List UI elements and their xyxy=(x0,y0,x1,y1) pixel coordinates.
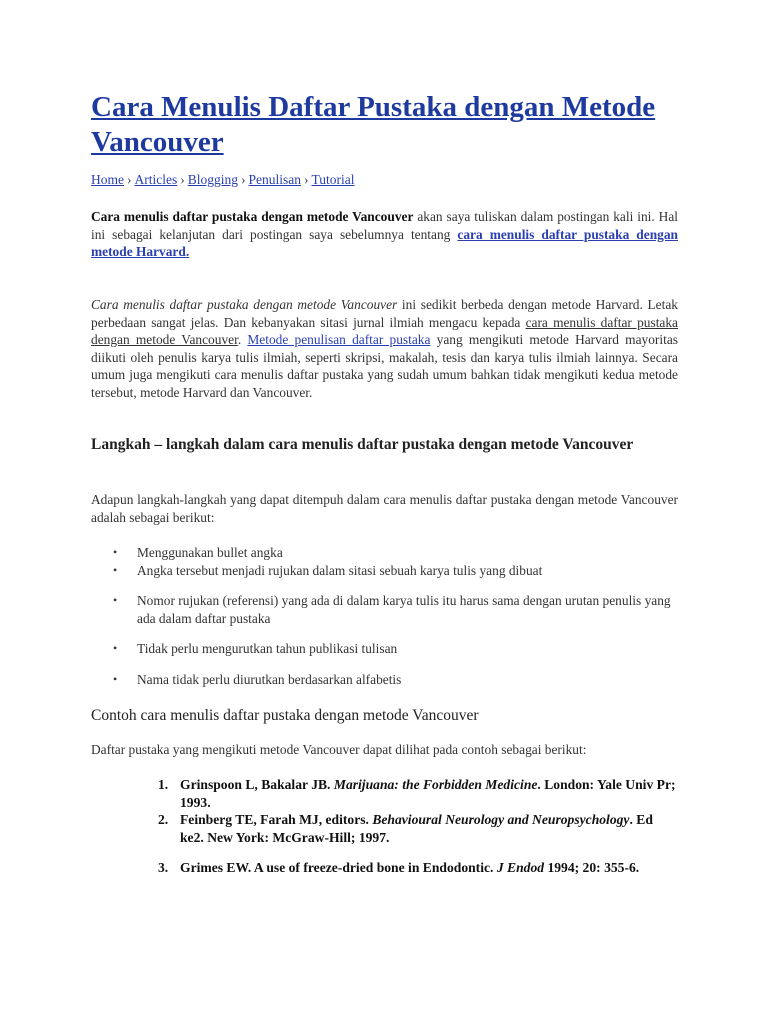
list-item xyxy=(91,562,678,580)
bullet-icon: • xyxy=(113,671,118,686)
list-item xyxy=(91,640,678,658)
breadcrumb-separator: › xyxy=(241,172,246,187)
intro-text: akan saya tuliskan dalam postingan kali ini. Hal ini sebagai kelanjutan dari postingan saya sebelumnya tentang xyxy=(91,209,678,242)
page-title-text[interactable]: Cara Menulis Daftar Pustaka dengan Metode Vancouver xyxy=(91,91,656,158)
reference-authors: Grimes EW. A use of freeze-dried bone in Endodontic. xyxy=(180,860,497,876)
bullet-icon: • xyxy=(113,545,118,559)
list-item xyxy=(91,592,678,627)
vancouver-underlined-text: cara menulis daftar pustaka dengan metode Vancouver xyxy=(91,314,678,348)
page-title[interactable] xyxy=(91,90,691,160)
section-heading-contoh: Contoh cara menulis daftar pustaka dengan metode Vancouver xyxy=(91,707,479,724)
breadcrumb xyxy=(91,172,355,188)
breadcrumb-separator: › xyxy=(180,172,185,187)
para2-text-3: yang mengikuti metode Harvard mayoritas diikuti oleh penulis karya tulis ilmiah, seperti skripsi, makalah, tesis dan karya tulis ilmiah lainnya. Secara umum juga mengikuti cara menulis daftar pustaka yang sudah umum bahkan tidak mengikuti kedua metode tersebut, metode Harvard dan Vancouver. xyxy=(91,332,678,400)
reference-item xyxy=(91,859,678,877)
reference-number: 2. xyxy=(158,812,169,828)
reference-authors: Grinspoon L, Bakalar JB. xyxy=(180,777,334,792)
reference-title: Marijuana: the Forbidden Medicine xyxy=(333,777,538,792)
breadcrumb-penulisan[interactable]: Penulisan xyxy=(248,172,302,187)
harvard-link[interactable]: cara menulis daftar pustaka dengan metode Harvard. xyxy=(91,226,678,260)
reference-publisher: 1994; 20: 355-6. xyxy=(544,860,640,876)
reference-number: 3. xyxy=(158,860,169,876)
intro-bold-lead: Cara menulis daftar pustaka dengan metode Vancouver xyxy=(91,209,414,224)
breadcrumb-tutorial[interactable]: Tutorial xyxy=(311,172,355,187)
section-heading-langkah: Langkah – langkah dalam cara menulis daftar pustaka dengan metode Vancouver xyxy=(91,436,634,453)
breadcrumb-separator: › xyxy=(127,172,132,187)
list-item-text: Menggunakan bullet angka xyxy=(137,545,283,560)
reference-authors: Feinberg TE, Farah MJ, editors. xyxy=(180,812,373,828)
para2-text-2: . xyxy=(237,332,248,348)
steps-list xyxy=(91,544,678,689)
reference-item xyxy=(91,811,678,846)
reference-title: Behavioural Neurology and Neuropsychology xyxy=(372,812,630,828)
bullet-icon: • xyxy=(113,641,118,656)
reference-publisher: . London: Yale Univ Pr; 1993. xyxy=(180,777,676,810)
list-item xyxy=(91,544,678,562)
reference-number: 1. xyxy=(158,777,169,792)
bullet-icon: • xyxy=(113,562,118,577)
bullet-icon: • xyxy=(113,593,118,608)
list-item-text: Nama tidak perlu diurutkan berdasarkan alfabetis xyxy=(137,671,402,687)
para2-italic-lead: Cara menulis daftar pustaka dengan metode Vancouver xyxy=(91,297,398,312)
list-item-text: Angka tersebut menjadi rujukan dalam sitasi sebuah karya tulis yang dibuat xyxy=(137,562,543,578)
breadcrumb-blogging[interactable]: Blogging xyxy=(187,172,239,187)
list-item-text: Tidak perlu mengurutkan tahun publikasi tulisan xyxy=(137,641,398,657)
reference-list xyxy=(91,776,678,877)
breadcrumb-articles[interactable]: Articles xyxy=(134,172,178,187)
body-paragraph-1 xyxy=(91,296,678,402)
reference-title: J Endod xyxy=(496,860,545,876)
intro-paragraph xyxy=(91,208,678,261)
list-item xyxy=(91,671,678,689)
body-paragraph-3: Daftar pustaka yang mengikuti metode Vancouver dapat dilihat pada contoh sebagai berikut: xyxy=(91,742,587,757)
breadcrumb-separator: › xyxy=(304,172,309,187)
reference-publisher: . Ed ke2. New York: McGraw-Hill; 1997. xyxy=(180,812,653,845)
para2-text-1: ini sedikit berbeda dengan metode Harvard. Letak perbedaan sangat jelas. Dan kebanyakan sitasi jurnal ilmiah mengacu kepada xyxy=(91,297,678,330)
metode-penulisan-link[interactable]: Metode penulisan daftar pustaka xyxy=(247,332,431,348)
breadcrumb-home[interactable]: Home xyxy=(91,172,124,187)
body-paragraph-2: Adapun langkah-langkah yang dapat ditempuh dalam cara menulis daftar pustaka dengan metode Vancouver adalah sebagai berikut: xyxy=(91,492,678,525)
reference-item xyxy=(91,776,678,811)
list-item-text: Nomor rujukan (referensi) yang ada di dalam karya tulis itu harus sama dengan urutan penulis yang ada dalam daftar pustaka xyxy=(137,593,671,626)
